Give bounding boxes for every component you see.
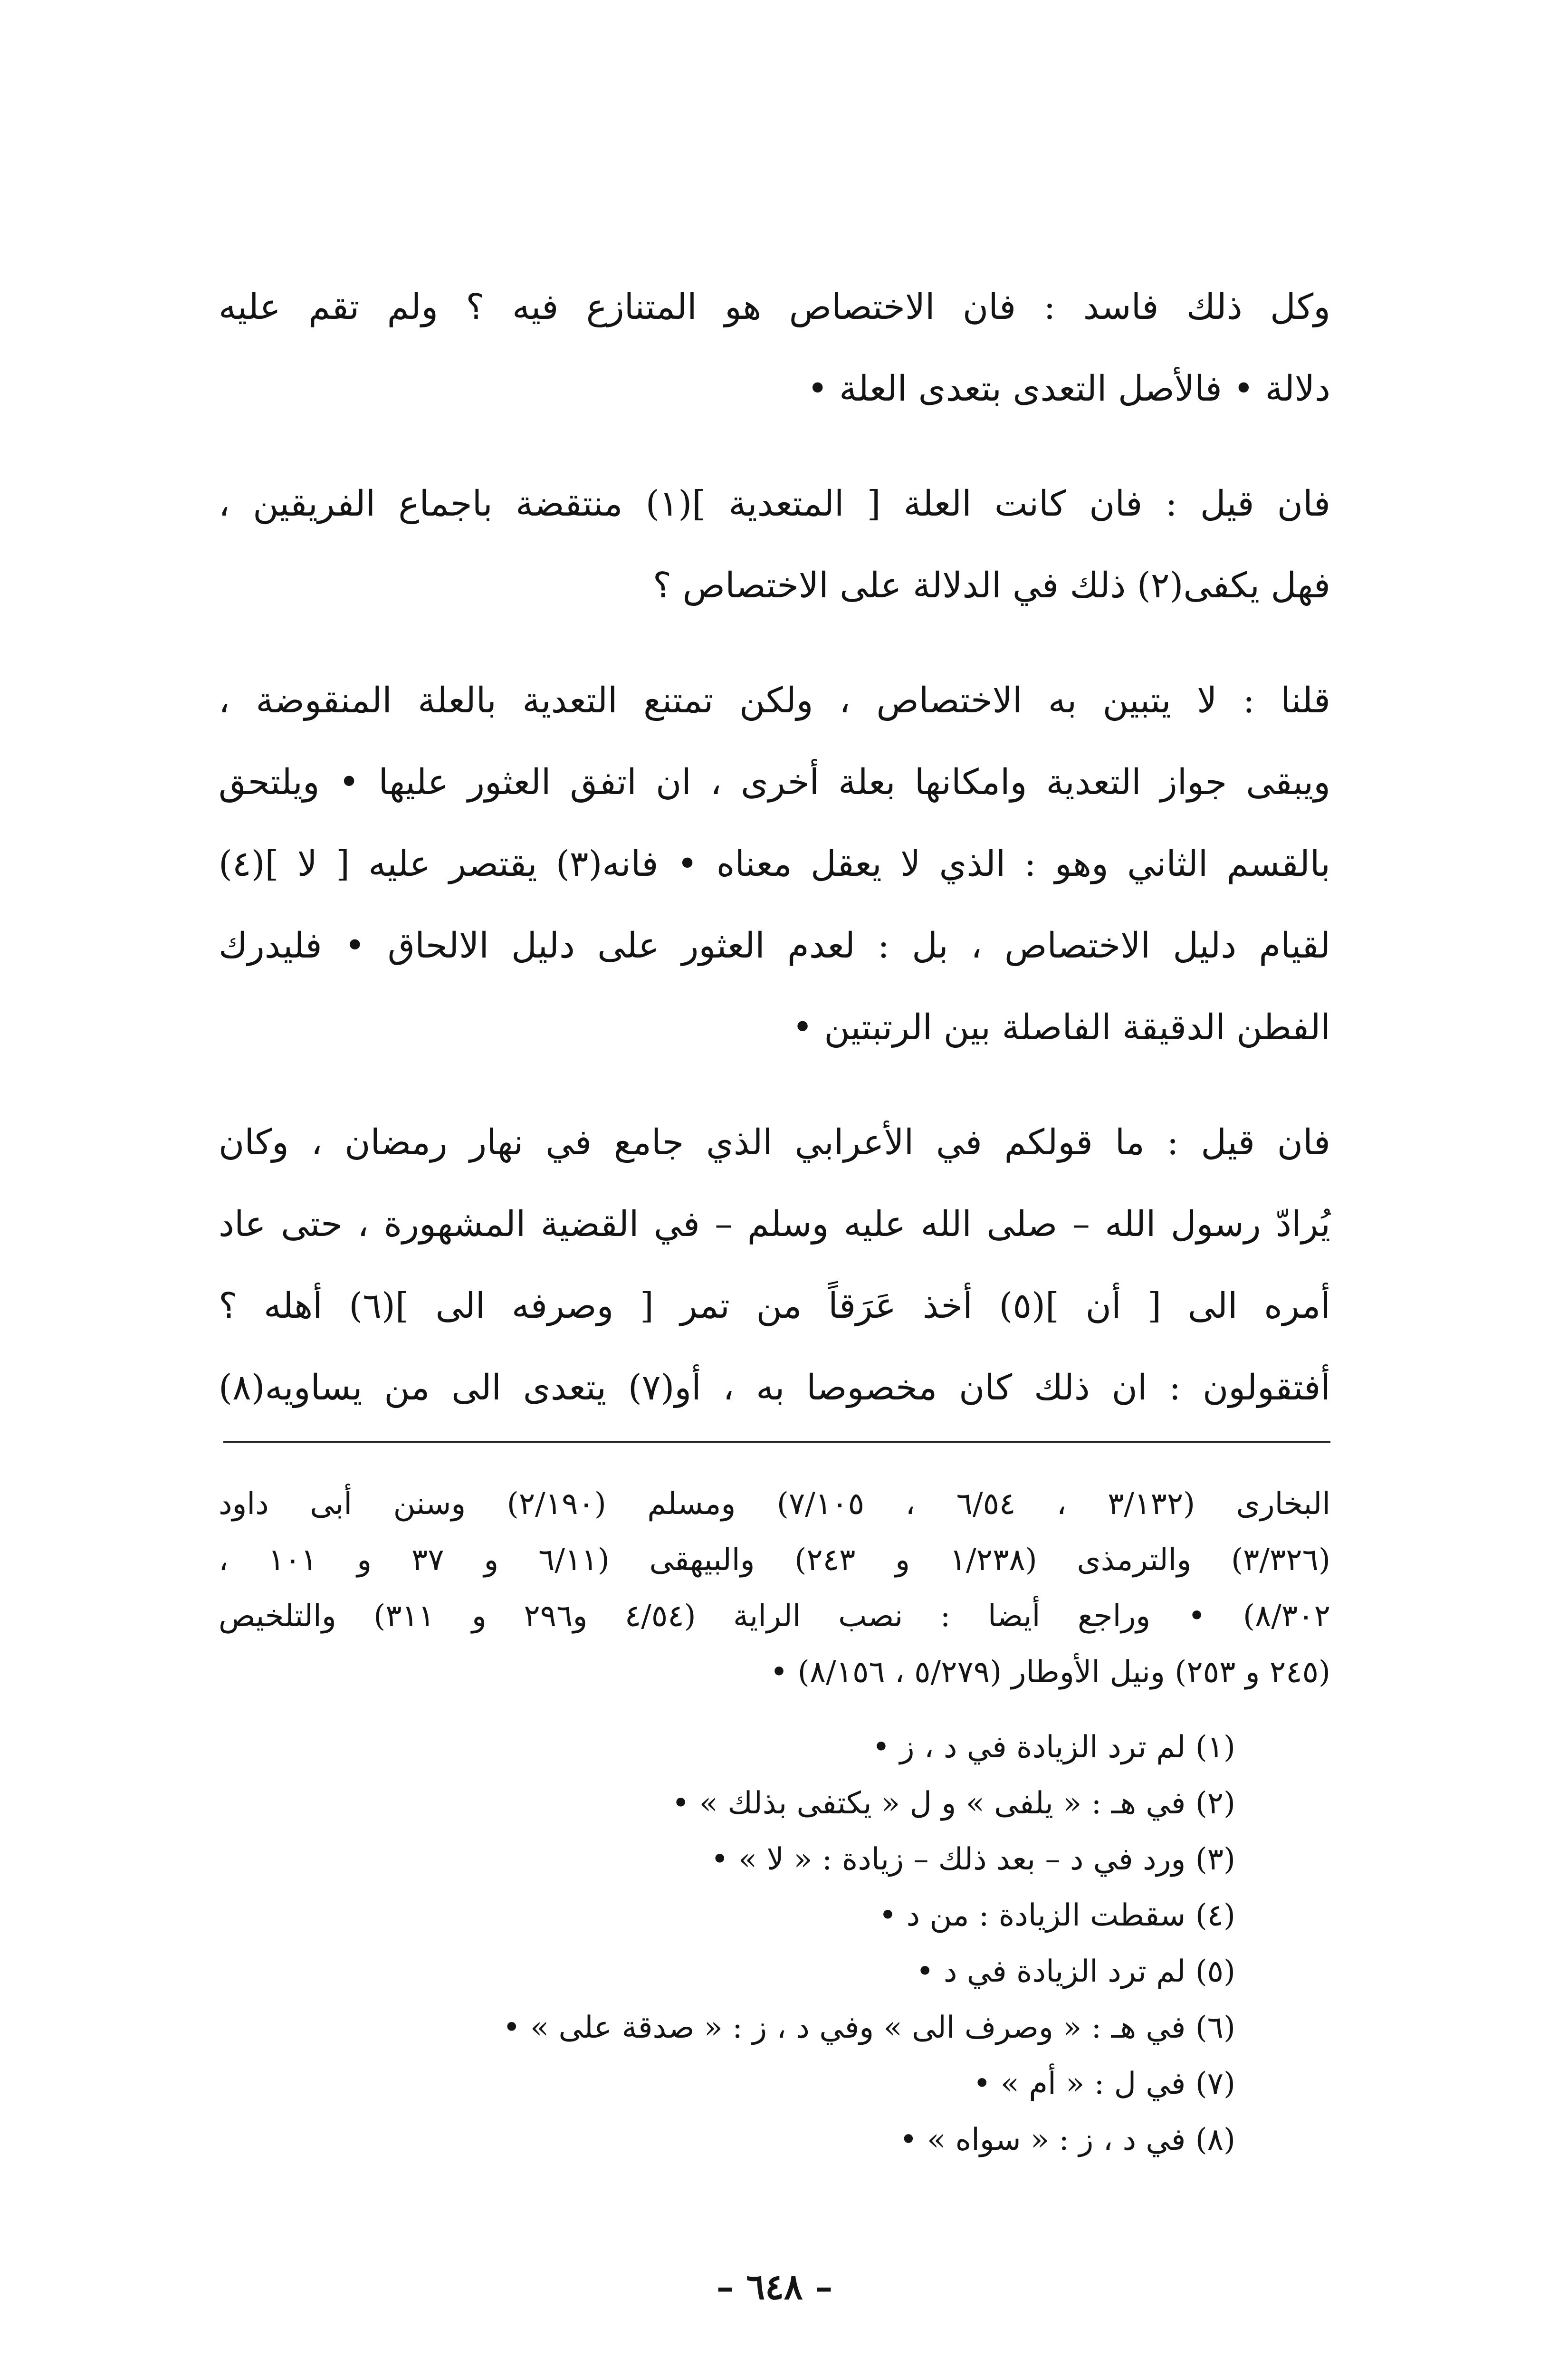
footnote-item: (٦) في هـ : « وصرف الى » وفي د ، ز : « صدقة على » • <box>502 2010 1235 2045</box>
paragraph-1 <box>219 266 1330 430</box>
paragraph-4 <box>219 1102 1330 1428</box>
text-line: لقيام دليل الاختصاص ، بل : لعدم العثور على دليل الالحاق • فليدرك <box>219 925 1330 966</box>
footnote-line: (٣/٣٢٦) والترمذى (١/٢٣٨ و ٢٤٣) والبيهقى (٦/١١ و ٣٧ و ١٠١ ، <box>219 1542 1331 1578</box>
text-line: فان قيل : فان كانت العلة [ المتعدية ](١) منتقضة باجماع الفريقين ، <box>219 483 1330 524</box>
footnote-item: (٨) في د ، ز : « سواه » • <box>899 2122 1235 2157</box>
text-line: الفطن الدقيقة الفاصلة بين الرتبتين • <box>792 1007 1330 1048</box>
text-line: فهل يكفى(٢) ذلك في الدلالة على الاختصاص ؟ <box>652 565 1330 606</box>
page-number: – ٦٤٨ – <box>716 2267 833 2308</box>
text-line: يُرادّ رسول الله – صلى الله عليه وسلم – في القضية المشهورة ، حتى عاد <box>219 1204 1330 1245</box>
text-line: بالقسم الثاني وهو : الذي لا يعقل معناه • فانه(٣) يقتصر عليه [ لا ](٤) <box>219 843 1330 884</box>
text-line: قلنا : لا يتبين به الاختصاص ، ولكن تمتنع التعدية بالعلة المنقوضة ، <box>219 680 1330 721</box>
footnote-item: (٤) سقطت الزيادة : من د • <box>879 1898 1235 1933</box>
text-line: دلالة • فالأصل التعدى بتعدى العلة • <box>807 368 1330 409</box>
text-line: فان قيل : ما قولكم في الأعرابي الذي جامع في نهار رمضان ، وكان <box>219 1122 1330 1163</box>
footnote-divider <box>223 1441 1330 1443</box>
footnote-item: (٣) ورد في د – بعد ذلك – زيادة : « لا » • <box>710 1842 1235 1877</box>
paragraph-2 <box>219 463 1330 626</box>
footnote-line: ٨/٣٠٢) • وراجع أيضا : نصب الراية (٤/٥٤ و٢٩٦ و ٣١١) والتلخيص <box>219 1599 1331 1634</box>
footnote-continuation <box>219 1476 1330 1700</box>
text-line: أفتقولون : ان ذلك كان مخصوصا به ، أو(٧) يتعدى الى من يساويه(٨) <box>219 1367 1330 1408</box>
footnote-item: (٢) في هـ : « يلفى » و ل « يكتفى بذلك » • <box>671 1786 1235 1821</box>
footnote-item: (٧) في ل : « أم » • <box>973 2066 1235 2101</box>
paragraph-3 <box>219 660 1330 1068</box>
footnote-line: (٢٤٥ و ٢٥٣) ونيل الأوطار (٥/٢٧٩ ، ٨/١٥٦) • <box>770 1655 1330 1690</box>
footnote-item: (١) لم ترد الزيادة في د ، ز • <box>872 1730 1235 1765</box>
book-page <box>219 266 1330 2376</box>
footnote-list <box>219 1719 1330 2168</box>
footnote-item: (٥) لم ترد الزيادة في د • <box>916 1954 1235 1989</box>
text-line: ويبقى جواز التعدية وامكانها بعلة أخرى ، ان اتفق العثور عليها • ويلتحق <box>219 762 1330 803</box>
text-line: وكل ذلك فاسد : فان الاختصاص هو المتنازع فيه ؟ ولم تقم عليه <box>219 287 1330 327</box>
text-line: أمره الى [ أن ](٥) أخذ عَرَقاً من تمر [ وصرفه الى ](٦) أهله ؟ <box>219 1285 1330 1326</box>
footnote-line: البخارى (٣/١٣٢ ، ٦/٥٤ ، ٧/١٠٥) ومسلم (٢/١٩٠) وسنن أبى داود <box>219 1486 1331 1522</box>
